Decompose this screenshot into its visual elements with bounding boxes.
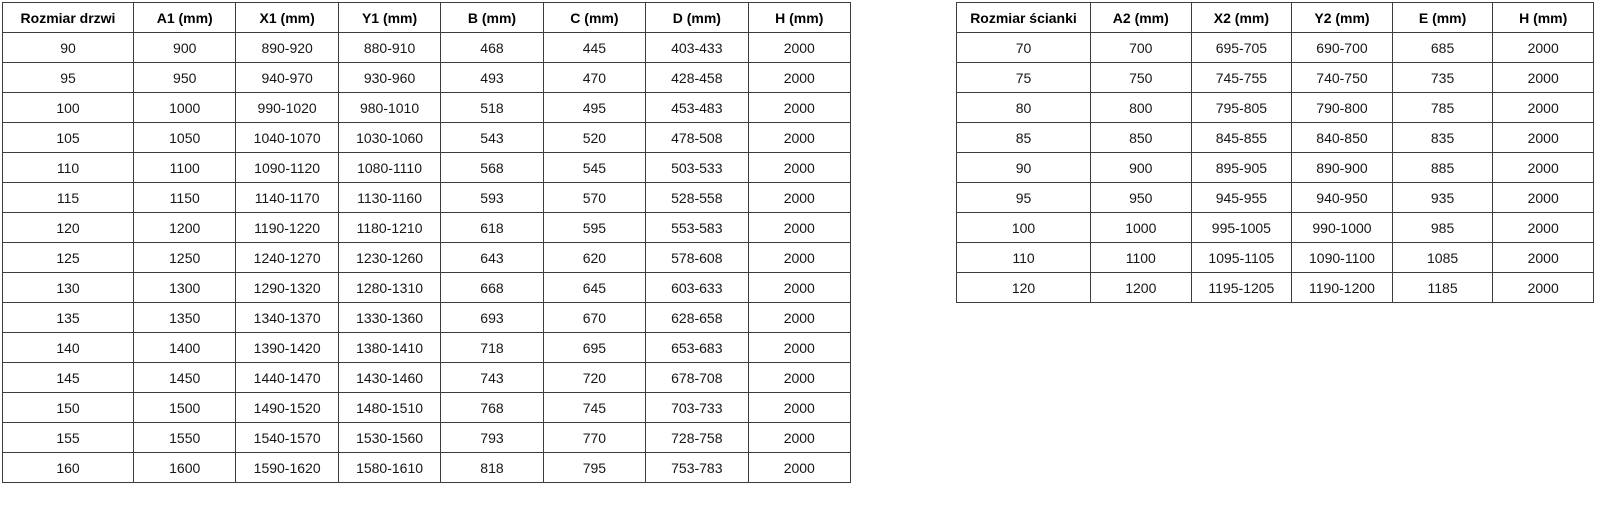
table-cell: 618: [441, 213, 543, 243]
table-cell: 895-905: [1191, 153, 1292, 183]
table-cell: 900: [1091, 153, 1192, 183]
table-cell: 668: [441, 273, 543, 303]
table-cell: 115: [3, 183, 134, 213]
table-cell: 403-433: [646, 33, 748, 63]
table-cell: 800: [1091, 93, 1192, 123]
table-row: [957, 273, 1594, 303]
table-cell: 2000: [748, 153, 850, 183]
table-cell: 740-750: [1292, 63, 1393, 93]
table-cell: 1480-1510: [338, 393, 440, 423]
table-cell: 1240-1270: [236, 243, 338, 273]
table-cell: 2000: [748, 183, 850, 213]
table-row: [3, 213, 851, 243]
table-cell: 570: [543, 183, 645, 213]
table-cell: 140: [3, 333, 134, 363]
table-row: [3, 393, 851, 423]
table-cell: 890-920: [236, 33, 338, 63]
table-cell: 70: [957, 33, 1091, 63]
table-cell: 1200: [1091, 273, 1192, 303]
table-row: [3, 123, 851, 153]
table-cell: 470: [543, 63, 645, 93]
table-cell: 1530-1560: [338, 423, 440, 453]
table-cell: 653-683: [646, 333, 748, 363]
table-cell: 1250: [134, 243, 236, 273]
table-row: [3, 453, 851, 483]
table-cell: 1500: [134, 393, 236, 423]
table-cell: 445: [543, 33, 645, 63]
table-cell: 718: [441, 333, 543, 363]
column-header: Y2 (mm): [1292, 3, 1393, 33]
column-header: C (mm): [543, 3, 645, 33]
table-cell: 643: [441, 243, 543, 273]
table-cell: 995-1005: [1191, 213, 1292, 243]
table-cell: 578-608: [646, 243, 748, 273]
table-row: [957, 123, 1594, 153]
table-cell: 2000: [1493, 183, 1594, 213]
table-cell: 728-758: [646, 423, 748, 453]
table-cell: 2000: [748, 333, 850, 363]
table-row: [3, 273, 851, 303]
table-cell: 620: [543, 243, 645, 273]
table-cell: 593: [441, 183, 543, 213]
table-row: [3, 33, 851, 63]
table-cell: 935: [1392, 183, 1493, 213]
table-cell: 840-850: [1292, 123, 1393, 153]
table-cell: 90: [957, 153, 1091, 183]
table-cell: 100: [957, 213, 1091, 243]
column-header: H (mm): [1493, 3, 1594, 33]
table-cell: 770: [543, 423, 645, 453]
table-row: [3, 243, 851, 273]
table-cell: 690-700: [1292, 33, 1393, 63]
table-cell: 1040-1070: [236, 123, 338, 153]
table-cell: 2000: [748, 423, 850, 453]
column-header: E (mm): [1392, 3, 1493, 33]
table-cell: 2000: [1493, 93, 1594, 123]
table-cell: 1000: [134, 93, 236, 123]
table-cell: 2000: [748, 123, 850, 153]
table-cell: 100: [3, 93, 134, 123]
table-cell: 1330-1360: [338, 303, 440, 333]
table-cell: 493: [441, 63, 543, 93]
table-cell: 818: [441, 453, 543, 483]
table-row: [957, 183, 1594, 213]
table-cell: 2000: [748, 93, 850, 123]
table-cell: 95: [957, 183, 1091, 213]
table-row: [3, 303, 851, 333]
table-cell: 2000: [1493, 213, 1594, 243]
door-sizes-table: [2, 2, 851, 483]
table-cell: 1230-1260: [338, 243, 440, 273]
column-header: H (mm): [748, 3, 850, 33]
table-cell: 545: [543, 153, 645, 183]
table-cell: 1190-1200: [1292, 273, 1393, 303]
table-cell: 900: [134, 33, 236, 63]
table-cell: 120: [3, 213, 134, 243]
table-cell: 845-855: [1191, 123, 1292, 153]
table-cell: 645: [543, 273, 645, 303]
table-cell: 750: [1091, 63, 1192, 93]
table-cell: 990-1020: [236, 93, 338, 123]
table-cell: 95: [3, 63, 134, 93]
table-cell: 685: [1392, 33, 1493, 63]
table-cell: 2000: [1493, 123, 1594, 153]
table-cell: 1180-1210: [338, 213, 440, 243]
table-cell: 990-1000: [1292, 213, 1393, 243]
table-cell: 80: [957, 93, 1091, 123]
table-cell: 885: [1392, 153, 1493, 183]
table-cell: 1400: [134, 333, 236, 363]
table-cell: 155: [3, 423, 134, 453]
table-cell: 2000: [748, 363, 850, 393]
table-cell: 2000: [748, 453, 850, 483]
table-cell: 110: [3, 153, 134, 183]
table-cell: 950: [1091, 183, 1192, 213]
table-cell: 1430-1460: [338, 363, 440, 393]
table-cell: 2000: [748, 213, 850, 243]
table-cell: 1090-1100: [1292, 243, 1393, 273]
table-cell: 795: [543, 453, 645, 483]
table-cell: 628-658: [646, 303, 748, 333]
table-cell: 1190-1220: [236, 213, 338, 243]
wall-panel-sizes-table: [956, 2, 1594, 303]
column-header: B (mm): [441, 3, 543, 33]
table-cell: 890-900: [1292, 153, 1393, 183]
column-header: Rozmiar drzwi: [3, 3, 134, 33]
table-cell: 1100: [134, 153, 236, 183]
table-cell: 1185: [1392, 273, 1493, 303]
column-header: D (mm): [646, 3, 748, 33]
table-cell: 1450: [134, 363, 236, 393]
column-header: X2 (mm): [1191, 3, 1292, 33]
table-cell: 1300: [134, 273, 236, 303]
table-cell: 1280-1310: [338, 273, 440, 303]
table-cell: 75: [957, 63, 1091, 93]
table-cell: 1290-1320: [236, 273, 338, 303]
table-cell: 603-633: [646, 273, 748, 303]
header-row: [3, 3, 851, 33]
table-cell: 745: [543, 393, 645, 423]
table-cell: 795-805: [1191, 93, 1292, 123]
table-cell: 793: [441, 423, 543, 453]
table-cell: 553-583: [646, 213, 748, 243]
table-cell: 1050: [134, 123, 236, 153]
column-header: Y1 (mm): [338, 3, 440, 33]
table-cell: 670: [543, 303, 645, 333]
table-row: [957, 243, 1594, 273]
table-cell: 700: [1091, 33, 1192, 63]
table-cell: 945-955: [1191, 183, 1292, 213]
table-cell: 768: [441, 393, 543, 423]
table-cell: 1000: [1091, 213, 1192, 243]
table-cell: 1380-1410: [338, 333, 440, 363]
table-cell: 1440-1470: [236, 363, 338, 393]
table-cell: 1490-1520: [236, 393, 338, 423]
table-cell: 1550: [134, 423, 236, 453]
table-cell: 520: [543, 123, 645, 153]
table-cell: 743: [441, 363, 543, 393]
table-cell: 940-950: [1292, 183, 1393, 213]
table-cell: 478-508: [646, 123, 748, 153]
table-cell: 135: [3, 303, 134, 333]
table-cell: 695: [543, 333, 645, 363]
table-cell: 1140-1170: [236, 183, 338, 213]
table-cell: 2000: [1493, 153, 1594, 183]
table-cell: 110: [957, 243, 1091, 273]
table-row: [3, 63, 851, 93]
table-cell: 753-783: [646, 453, 748, 483]
table-cell: 940-970: [236, 63, 338, 93]
table-cell: 468: [441, 33, 543, 63]
table-cell: 790-800: [1292, 93, 1393, 123]
table-row: [3, 363, 851, 393]
column-header: Rozmiar ścianki: [957, 3, 1091, 33]
table-cell: 930-960: [338, 63, 440, 93]
table-cell: 1150: [134, 183, 236, 213]
table-row: [3, 183, 851, 213]
table-cell: 2000: [748, 33, 850, 63]
table-cell: 1350: [134, 303, 236, 333]
table-row: [3, 423, 851, 453]
table-cell: 1340-1370: [236, 303, 338, 333]
column-header: X1 (mm): [236, 3, 338, 33]
table-cell: 495: [543, 93, 645, 123]
table-cell: 950: [134, 63, 236, 93]
table-cell: 880-910: [338, 33, 440, 63]
table-cell: 678-708: [646, 363, 748, 393]
table-row: [3, 153, 851, 183]
table-cell: 735: [1392, 63, 1493, 93]
table-row: [957, 33, 1594, 63]
table-row: [957, 93, 1594, 123]
table-cell: 503-533: [646, 153, 748, 183]
table-cell: 2000: [748, 243, 850, 273]
table-cell: 850: [1091, 123, 1192, 153]
table-cell: 145: [3, 363, 134, 393]
table-cell: 1195-1205: [1191, 273, 1292, 303]
table-cell: 2000: [748, 63, 850, 93]
table-cell: 543: [441, 123, 543, 153]
column-header: A1 (mm): [134, 3, 236, 33]
table-cell: 2000: [748, 303, 850, 333]
table-cell: 985: [1392, 213, 1493, 243]
table-cell: 2000: [1493, 273, 1594, 303]
table-cell: 1600: [134, 453, 236, 483]
table-cell: 1080-1110: [338, 153, 440, 183]
table-cell: 1090-1120: [236, 153, 338, 183]
table-cell: 1200: [134, 213, 236, 243]
table-cell: 1095-1105: [1191, 243, 1292, 273]
table-cell: 130: [3, 273, 134, 303]
table-cell: 1390-1420: [236, 333, 338, 363]
table-cell: 835: [1392, 123, 1493, 153]
table-cell: 85: [957, 123, 1091, 153]
table-cell: 518: [441, 93, 543, 123]
table-cell: 428-458: [646, 63, 748, 93]
table-cell: 568: [441, 153, 543, 183]
table-cell: 453-483: [646, 93, 748, 123]
table-cell: 1030-1060: [338, 123, 440, 153]
table-cell: 1100: [1091, 243, 1192, 273]
table-cell: 1085: [1392, 243, 1493, 273]
table-cell: 980-1010: [338, 93, 440, 123]
table-cell: 1590-1620: [236, 453, 338, 483]
table-row: [957, 213, 1594, 243]
table-row: [957, 63, 1594, 93]
header-row: [957, 3, 1594, 33]
table-row: [3, 333, 851, 363]
table-row: [3, 93, 851, 123]
table-cell: 160: [3, 453, 134, 483]
table-cell: 105: [3, 123, 134, 153]
table-cell: 703-733: [646, 393, 748, 423]
table-cell: 693: [441, 303, 543, 333]
table-cell: 2000: [1493, 243, 1594, 273]
table-cell: 150: [3, 393, 134, 423]
table-cell: 785: [1392, 93, 1493, 123]
table-cell: 2000: [1493, 63, 1594, 93]
table-cell: 2000: [748, 273, 850, 303]
table-cell: 720: [543, 363, 645, 393]
table-row: [957, 153, 1594, 183]
table-cell: 2000: [1493, 33, 1594, 63]
table-cell: 90: [3, 33, 134, 63]
table-cell: 1540-1570: [236, 423, 338, 453]
table-cell: 120: [957, 273, 1091, 303]
table-cell: 2000: [748, 393, 850, 423]
table-cell: 528-558: [646, 183, 748, 213]
table-cell: 125: [3, 243, 134, 273]
table-cell: 1580-1610: [338, 453, 440, 483]
table-cell: 595: [543, 213, 645, 243]
table-cell: 745-755: [1191, 63, 1292, 93]
table-cell: 1130-1160: [338, 183, 440, 213]
table-cell: 695-705: [1191, 33, 1292, 63]
column-header: A2 (mm): [1091, 3, 1192, 33]
